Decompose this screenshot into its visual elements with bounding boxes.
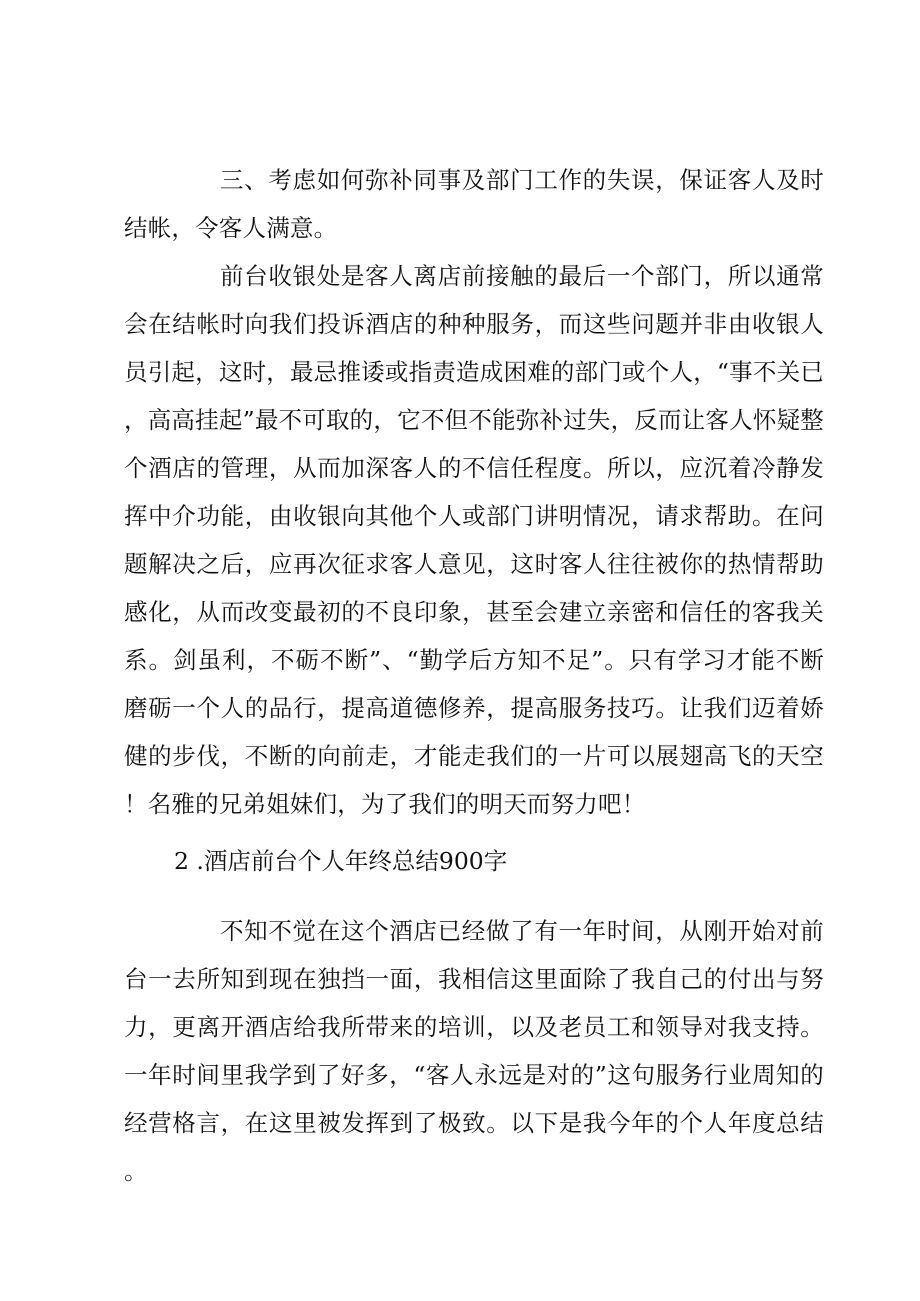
article-2-intro-paragraph: 不知不觉在这个酒店已经做了有一年时间，从刚开始对前台一去所知到现在独挡一面，我相信这里面除了我自己的付出与努力，更离开酒店给我所带来的培训，以及老员工和领导对我支持。一年时间里我学到了好多，“客人永远是对的”这句服务行业周知的经营格言，在这里被发挥到了极致。以下是我今年的个人年度总结。 — [124, 917, 824, 1185]
article-2-title: 2 .酒店前台个人年终总结900字 — [174, 847, 508, 875]
cashier-paragraph: 前台收银处是客人离店前接触的最后一个部门，所以通常会在结帐时向我们投诉酒店的种种服务，而这些问题并非由收银人员引起，这时，最忌推诿或指责造成困难的部门或个人，“事不关已，高高挂起”最不可取的，它不但不能弥补过失，反而让客人怀疑整个酒店的管理，从而加深客人的不信任程度。所以，应沉着冷静发挥中介功能，由收银向其他个人或部门讲明情况，请求帮助。在问题解决之后，应再次征求客人意见，这时客人往往被你的热情帮助感化，从而改变最初的不良印象，甚至会建立亲密和信任的客我关系。剑虽利，不砺不断”、“勤学后方知不足”。只有学习才能不断磨砺一个人的品行，提高道德修养，提高服务技巧。让我们迈着娇健的步伐，不断的向前走，才能走我们的一片可以展翅高飞的天空！名雅的兄弟姐妹们，为了我们的明天而努力吧！ — [124, 262, 824, 818]
section-3-heading: 三、考虑如何弥补同事及部门工作的失误，保证客人及时结帐，令客人满意。 — [124, 166, 824, 242]
